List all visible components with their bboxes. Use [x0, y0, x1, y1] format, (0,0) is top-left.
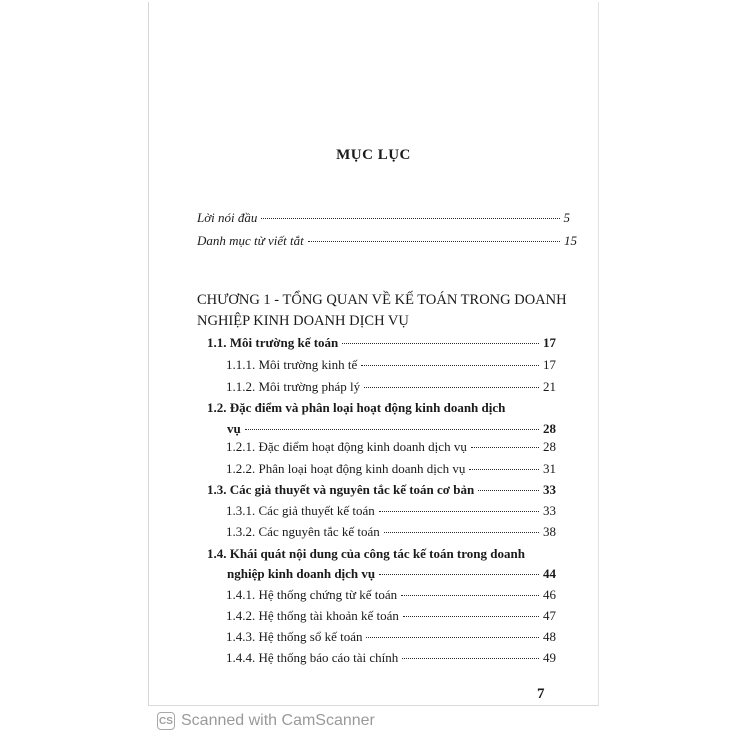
dot-leader [471, 447, 539, 448]
dot-leader [469, 469, 539, 470]
page-number: 7 [537, 686, 545, 702]
camscanner-watermark [157, 712, 375, 730]
toc-entry-1-2 [227, 421, 556, 437]
dot-leader [245, 429, 539, 430]
toc-entry-1-3-1 [226, 503, 556, 519]
toc-page: 33 [543, 482, 556, 497]
toc-entry-1-4-line1: 1.4. Khái quát nội dung của công tác kế toán trong doanh [207, 546, 525, 561]
toc-label: 1.4.1. Hệ thống chứng từ kế toán [226, 587, 398, 602]
dot-leader [366, 637, 539, 638]
toc-label: vụ [227, 421, 241, 436]
dot-leader [379, 511, 539, 512]
toc-page: 28 [543, 439, 556, 454]
toc-label: Danh mục từ viết tắt [197, 233, 304, 248]
toc-entry-1-4-2 [226, 608, 556, 624]
toc-entry-1-4-4 [226, 650, 556, 666]
toc-page: 46 [543, 587, 556, 602]
toc-label: 1.4.2. Hệ thống tài khoản kế toán [226, 608, 399, 623]
toc-label: nghiệp kinh doanh dịch vụ [227, 566, 376, 581]
toc-page: 33 [543, 503, 556, 518]
toc-page: 31 [543, 461, 556, 476]
toc-entry-1-3 [207, 482, 556, 498]
toc-label: 1.1.1. Môi trường kinh tế [226, 357, 358, 372]
dot-leader [379, 574, 539, 575]
toc-page: 38 [543, 524, 556, 539]
dot-leader [403, 616, 539, 617]
toc-entry-1-4-3 [226, 629, 556, 645]
toc-page: 48 [543, 629, 556, 644]
toc-entry-1-3-2 [226, 524, 556, 540]
toc-page: 44 [543, 566, 556, 581]
toc-entry-1-1-2 [226, 379, 556, 395]
toc-entry-abbreviations [197, 233, 577, 249]
toc-label: 1.2.1. Đặc điểm hoạt động kinh doanh dịch vụ [226, 439, 467, 454]
chapter-heading-line1: CHƯƠNG 1 - TỔNG QUAN VỀ KẾ TOÁN TRONG DOANH [197, 292, 567, 308]
toc-entry-1-4 [227, 566, 556, 582]
toc-page: 5 [563, 210, 570, 225]
toc-entry-1-2-1 [226, 439, 556, 455]
toc-entry-preface [197, 210, 570, 226]
dot-leader [478, 490, 539, 491]
chapter-heading-line2: NGHIỆP KINH DOANH DỊCH VỤ [197, 313, 409, 329]
toc-page: 49 [543, 650, 556, 665]
toc-label: 1.2.2. Phân loại hoạt động kinh doanh dịch vụ [226, 461, 466, 476]
toc-page: 21 [543, 379, 556, 394]
toc-entry-1-2-line1: 1.2. Đặc điểm và phân loại hoạt động kinh doanh dịch [207, 400, 506, 415]
camscanner-icon: CS [157, 712, 175, 730]
toc-entry-1-1-1 [226, 357, 556, 373]
dot-leader [364, 387, 539, 388]
dot-leader [308, 241, 560, 242]
dot-leader [361, 365, 539, 366]
toc-entry-1-4-1 [226, 587, 556, 603]
dot-leader [261, 218, 559, 219]
toc-label: 1.4.3. Hệ thống sổ kế toán [226, 629, 363, 644]
toc-label: 1.3. Các giả thuyết và nguyên tắc kế toán cơ bản [207, 482, 475, 497]
toc-page: 17 [543, 335, 556, 350]
toc-page: 17 [543, 357, 556, 372]
book-page [148, 2, 599, 706]
toc-label: Lời nói đầu [197, 210, 258, 225]
page-title: MỤC LỤC [336, 147, 411, 163]
dot-leader [402, 658, 539, 659]
toc-entry-1-2-2 [226, 461, 556, 477]
toc-label: 1.3.2. Các nguyên tắc kế toán [226, 524, 380, 539]
toc-entry-1-1 [207, 335, 556, 351]
camscanner-text: Scanned with CamScanner [181, 712, 375, 729]
dot-leader [401, 595, 539, 596]
toc-page: 15 [564, 233, 577, 248]
toc-label: 1.1.2. Môi trường pháp lý [226, 379, 361, 394]
toc-label: 1.4.4. Hệ thống báo cáo tài chính [226, 650, 399, 665]
toc-label: 1.1. Môi trường kế toán [207, 335, 339, 350]
toc-page: 47 [543, 608, 556, 623]
dot-leader [384, 532, 539, 533]
toc-label: 1.3.1. Các giả thuyết kế toán [226, 503, 375, 518]
toc-page: 28 [543, 421, 556, 436]
dot-leader [342, 343, 539, 344]
